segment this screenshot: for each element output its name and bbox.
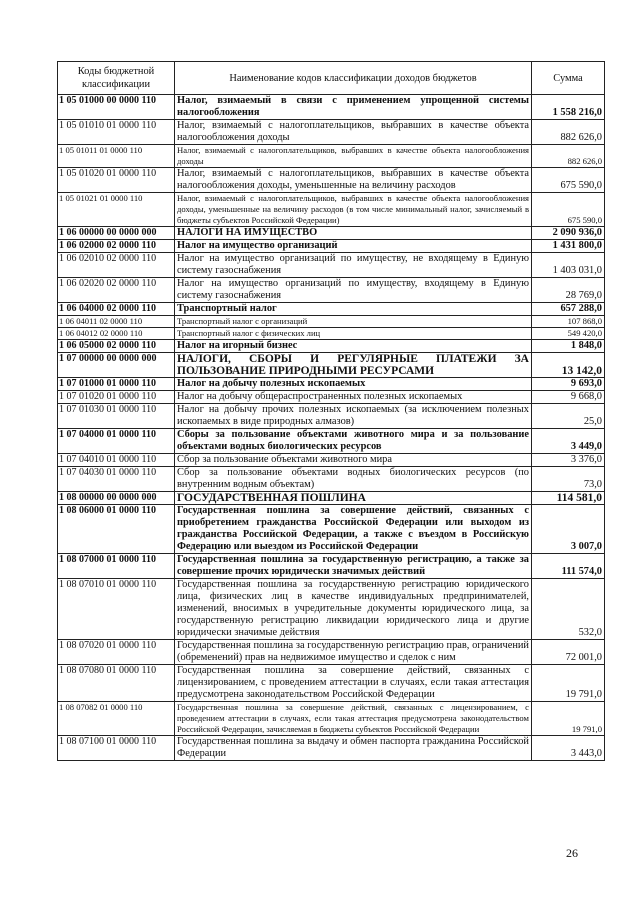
name-cell: Налог на добычу прочих полезных ископаемых (за исключением полезных ископаемых в виде природных алмазов) xyxy=(175,404,532,429)
name-cell: Налог на добычу общераспространенных полезных ископаемых xyxy=(175,391,532,404)
header-code: Коды бюджетной классификации xyxy=(58,62,175,95)
code-cell: 1 08 07000 01 0000 110 xyxy=(58,554,175,579)
name-cell: Государственная пошлина за государственную регистрацию, а также за совершение прочих юридически значимых действий xyxy=(175,554,532,579)
amount-cell: 114 581,0 xyxy=(532,492,605,505)
amount-cell: 19 791,0 xyxy=(532,702,605,736)
name-cell: Налог на имущество организаций по имуществу, входящему в Единую систему газоснабжения xyxy=(175,278,532,303)
code-cell: 1 07 01020 01 0000 110 xyxy=(58,391,175,404)
amount-cell: 3 449,0 xyxy=(532,429,605,454)
name-cell: Налог на имущество организаций по имуществу, не входящему в Единую систему газоснабжения xyxy=(175,253,532,278)
header-name: Наименование кодов классификации доходов бюджетов xyxy=(175,62,532,95)
name-cell: Сборы за пользование объектами животного мира и за пользование объектами водных биологических ресурсов xyxy=(175,429,532,454)
page-number: 26 xyxy=(566,846,578,860)
table-row xyxy=(58,492,605,505)
amount-cell: 532,0 xyxy=(532,579,605,640)
code-cell: 1 05 01021 01 0000 110 xyxy=(58,193,175,227)
amount-cell: 2 090 936,0 xyxy=(532,227,605,240)
amount-cell: 13 142,0 xyxy=(532,353,605,378)
name-cell: Государственная пошлина за государственную регистрацию прав, ограничений (обременений) прав на недвижимое имущество и сделок с ним xyxy=(175,640,532,665)
name-cell: Сбор за пользование объектами животного мира xyxy=(175,454,532,467)
name-cell: Транспортный налог с организаций xyxy=(175,316,532,328)
code-cell: 1 08 07080 01 0000 110 xyxy=(58,665,175,702)
code-cell: 1 06 02020 02 0000 110 xyxy=(58,278,175,303)
code-cell: 1 07 01000 01 0000 110 xyxy=(58,378,175,391)
code-cell: 1 05 01011 01 0000 110 xyxy=(58,145,175,168)
amount-cell: 675 590,0 xyxy=(532,193,605,227)
code-cell: 1 06 00000 00 0000 000 xyxy=(58,227,175,240)
name-cell: Государственная пошлина за совершение действий, связанных с лицензированием, с проведением аттестации в случаях, если такая аттестация предусмотрена законодательством Российской Федерации xyxy=(175,665,532,702)
amount-cell: 73,0 xyxy=(532,467,605,492)
table-row xyxy=(58,193,605,227)
document-page xyxy=(57,61,604,761)
name-cell: Сбор за пользование объектами водных биологических ресурсов (по внутренним водным объектам) xyxy=(175,467,532,492)
code-cell: 1 07 00000 00 0000 000 xyxy=(58,353,175,378)
amount-cell: 549 420,0 xyxy=(532,328,605,340)
amount-cell: 111 574,0 xyxy=(532,554,605,579)
header-amount: Сумма xyxy=(532,62,605,95)
name-cell: Налог, взимаемый с налогоплательщиков, выбравших в качестве объекта налогообложения доходы xyxy=(175,145,532,168)
code-cell: 1 05 01020 01 0000 110 xyxy=(58,168,175,193)
name-cell: Государственная пошлина за выдачу и обмен паспорта гражданина Российской Федерации xyxy=(175,736,532,761)
amount-cell: 657 288,0 xyxy=(532,303,605,316)
budget-classification-table xyxy=(57,61,605,761)
table-row xyxy=(58,467,605,492)
name-cell: Налог на игорный бизнес xyxy=(175,340,532,353)
code-cell: 1 08 07020 01 0000 110 xyxy=(58,640,175,665)
name-cell: Налог на добычу полезных ископаемых xyxy=(175,378,532,391)
amount-cell: 882 626,0 xyxy=(532,120,605,145)
table-row xyxy=(58,340,605,353)
code-cell: 1 08 06000 01 0000 110 xyxy=(58,505,175,554)
table-header-row xyxy=(58,62,605,95)
table-row xyxy=(58,640,605,665)
table-row xyxy=(58,227,605,240)
code-cell: 1 08 00000 00 0000 000 xyxy=(58,492,175,505)
amount-cell: 1 558 216,0 xyxy=(532,95,605,120)
table-row xyxy=(58,454,605,467)
table-row xyxy=(58,554,605,579)
code-cell: 1 06 04012 02 0000 110 xyxy=(58,328,175,340)
table-row xyxy=(58,404,605,429)
table-row xyxy=(58,316,605,328)
code-cell: 1 07 04030 01 0000 110 xyxy=(58,467,175,492)
amount-cell: 9 693,0 xyxy=(532,378,605,391)
amount-cell: 1 848,0 xyxy=(532,340,605,353)
code-cell: 1 05 01000 00 0000 110 xyxy=(58,95,175,120)
table-row xyxy=(58,353,605,378)
table-row xyxy=(58,391,605,404)
table-row xyxy=(58,278,605,303)
code-cell: 1 07 04000 01 0000 110 xyxy=(58,429,175,454)
code-cell: 1 07 01030 01 0000 110 xyxy=(58,404,175,429)
table-row xyxy=(58,665,605,702)
amount-cell: 675 590,0 xyxy=(532,168,605,193)
amount-cell: 3 376,0 xyxy=(532,454,605,467)
table-row xyxy=(58,95,605,120)
code-cell: 1 06 05000 02 0000 110 xyxy=(58,340,175,353)
code-cell: 1 06 04011 02 0000 110 xyxy=(58,316,175,328)
name-cell: Государственная пошлина за государственную регистрацию юридического лица, физических лиц в качестве индивидуальных предпринимателей, изменений, вносимых в учредительные документы юридического лица, за государственную регистрацию ликвидации юридического лица и другие юридически значимые действия xyxy=(175,579,532,640)
amount-cell: 107 868,0 xyxy=(532,316,605,328)
table-row xyxy=(58,429,605,454)
amount-cell: 882 626,0 xyxy=(532,145,605,168)
code-cell: 1 07 04010 01 0000 110 xyxy=(58,454,175,467)
name-cell: Налог, взимаемый с налогоплательщиков, выбравших в качестве объекта налогообложения доходы, уменьшенные на величину расходов (в том числе минимальный налог, зачисляемый в бюджеты субъектов Российской Федерации) xyxy=(175,193,532,227)
code-cell: 1 06 02010 02 0000 110 xyxy=(58,253,175,278)
amount-cell: 3 007,0 xyxy=(532,505,605,554)
table-row xyxy=(58,505,605,554)
table-row xyxy=(58,736,605,761)
code-cell: 1 06 04000 02 0000 110 xyxy=(58,303,175,316)
name-cell: НАЛОГИ НА ИМУЩЕСТВО xyxy=(175,227,532,240)
code-cell: 1 08 07082 01 0000 110 xyxy=(58,702,175,736)
name-cell: ГОСУДАРСТВЕННАЯ ПОШЛИНА xyxy=(175,492,532,505)
amount-cell: 9 668,0 xyxy=(532,391,605,404)
amount-cell: 25,0 xyxy=(532,404,605,429)
table-row xyxy=(58,328,605,340)
name-cell: Государственная пошлина за совершение действий, связанных с приобретением гражданства Российской Федерации или выходом из гражданства Российской Федерации, а также с въездом в Российскую Федерацию или выездом из Российской Федерации xyxy=(175,505,532,554)
amount-cell: 3 443,0 xyxy=(532,736,605,761)
name-cell: Налог, взимаемый с налогоплательщиков, выбравших в качестве объекта налогообложения доходы xyxy=(175,120,532,145)
name-cell: Транспортный налог xyxy=(175,303,532,316)
name-cell: Налог, взимаемый в связи с применением упрощенной системы налогообложения xyxy=(175,95,532,120)
amount-cell: 1 431 800,0 xyxy=(532,240,605,253)
amount-cell: 28 769,0 xyxy=(532,278,605,303)
code-cell: 1 06 02000 02 0000 110 xyxy=(58,240,175,253)
amount-cell: 72 001,0 xyxy=(532,640,605,665)
table-row xyxy=(58,378,605,391)
table-row xyxy=(58,303,605,316)
table-row xyxy=(58,579,605,640)
name-cell: Налог на имущество организаций xyxy=(175,240,532,253)
name-cell: Налог, взимаемый с налогоплательщиков, выбравших в качестве объекта налогообложения доходы, уменьшенные на величину расходов xyxy=(175,168,532,193)
table-row xyxy=(58,145,605,168)
name-cell: НАЛОГИ, СБОРЫ И РЕГУЛЯРНЫЕ ПЛАТЕЖИ ЗА ПОЛЬЗОВАНИЕ ПРИРОДНЫМИ РЕСУРСАМИ xyxy=(175,353,532,378)
code-cell: 1 05 01010 01 0000 110 xyxy=(58,120,175,145)
table-row xyxy=(58,168,605,193)
name-cell: Транспортный налог с физических лиц xyxy=(175,328,532,340)
code-cell: 1 08 07010 01 0000 110 xyxy=(58,579,175,640)
table-row xyxy=(58,240,605,253)
name-cell: Государственная пошлина за совершение действий, связанных с лицензированием, с проведением аттестации в случаях, если такая аттестация предусмотрена законодательством Российской Федерации, зачисляемая в бюджеты субъектов Российской Федерации xyxy=(175,702,532,736)
amount-cell: 19 791,0 xyxy=(532,665,605,702)
code-cell: 1 08 07100 01 0000 110 xyxy=(58,736,175,761)
table-row xyxy=(58,702,605,736)
table-row xyxy=(58,120,605,145)
amount-cell: 1 403 031,0 xyxy=(532,253,605,278)
table-row xyxy=(58,253,605,278)
